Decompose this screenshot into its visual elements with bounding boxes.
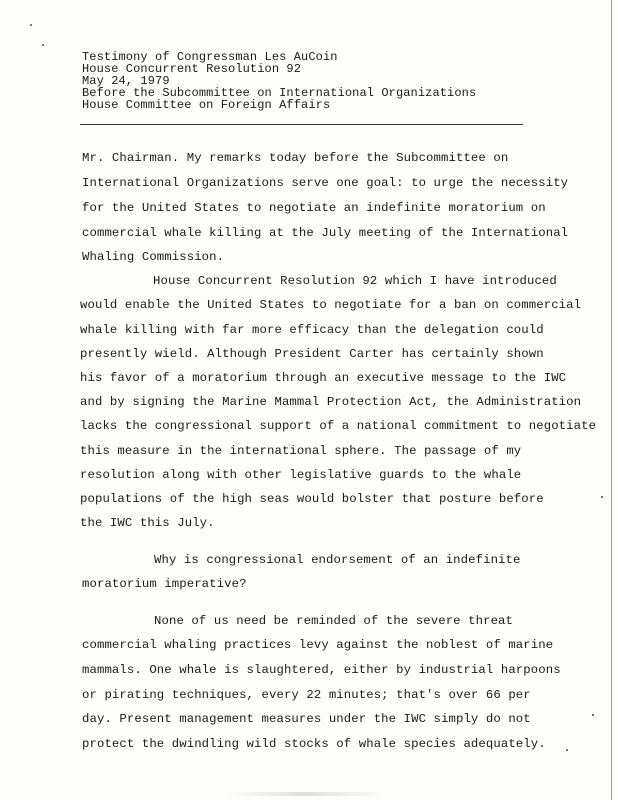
body-line: would enable the United States to negotiate for a ban on commercial	[80, 298, 582, 312]
body-line: presently wield. Although President Carter has certainly shown	[80, 347, 544, 361]
body-line: this measure in the international sphere. The passage of my	[80, 444, 522, 458]
body-line: day. Present management measures under the IWC simply do not	[82, 712, 531, 726]
body-line: for the United States to negotiate an indefinite moratorium on	[82, 201, 546, 215]
body-line: None of us need be reminded of the severe threat	[154, 614, 514, 628]
header-date-line: May 24, 1979	[82, 74, 170, 88]
body-line: moratorium imperative?	[82, 577, 247, 591]
body-line: House Concurrent Resolution 92 which I have introduced	[153, 274, 557, 288]
body-line: Why is congressional endorsement of an indefinite	[154, 553, 521, 567]
body-line: mammals. One whale is slaughtered, either by industrial harpoons	[82, 663, 561, 677]
body-line: populations of the high seas would bolster that posture before	[80, 492, 544, 506]
scan-speck	[592, 714, 594, 716]
body-line: and by signing the Marine Mammal Protection Act, the Administration	[80, 395, 582, 409]
scan-speck	[601, 496, 603, 498]
body-line: commercial whaling practices levy against the noblest of marine	[82, 638, 554, 652]
body-line: the IWC this July.	[80, 516, 215, 530]
body-line: Whaling Commission.	[82, 250, 225, 264]
body-line: resolution along with other legislative guards to the whale	[80, 468, 522, 482]
document-header	[82, 51, 476, 111]
body-line: Mr. Chairman. My remarks today before the Subcommittee on	[82, 151, 509, 165]
scan-smudge	[225, 792, 385, 796]
body-line: International Organizations serve one goal: to urge the necessity	[82, 176, 569, 190]
scan-speck	[42, 44, 44, 46]
header-subcommittee-line: Before the Subcommittee on International Organizations	[82, 86, 477, 100]
body-line: lacks the congressional support of a national commitment to negotiate	[80, 419, 597, 433]
scan-speck	[30, 24, 32, 26]
header-divider	[80, 124, 523, 125]
body-line: commercial whale killing at the July meeting of the International	[82, 226, 569, 240]
header-title-line: Testimony of Congressman Les AuCoin	[82, 50, 338, 64]
scan-speck	[566, 749, 568, 751]
body-line: protect the dwindling wild stocks of whale species adequately.	[82, 737, 546, 751]
header-committee-line: House Committee on Foreign Affairs	[82, 98, 331, 112]
body-line: or pirating techniques, every 22 minutes; that's over 66 per	[82, 688, 531, 702]
body-line: whale killing with far more efficacy than the delegation could	[80, 323, 544, 337]
body-line: his favor of a moratorium through an executive message to the IWC	[80, 371, 567, 385]
header-resolution-line: House Concurrent Resolution 92	[82, 62, 302, 76]
page-edge-line	[611, 0, 612, 800]
